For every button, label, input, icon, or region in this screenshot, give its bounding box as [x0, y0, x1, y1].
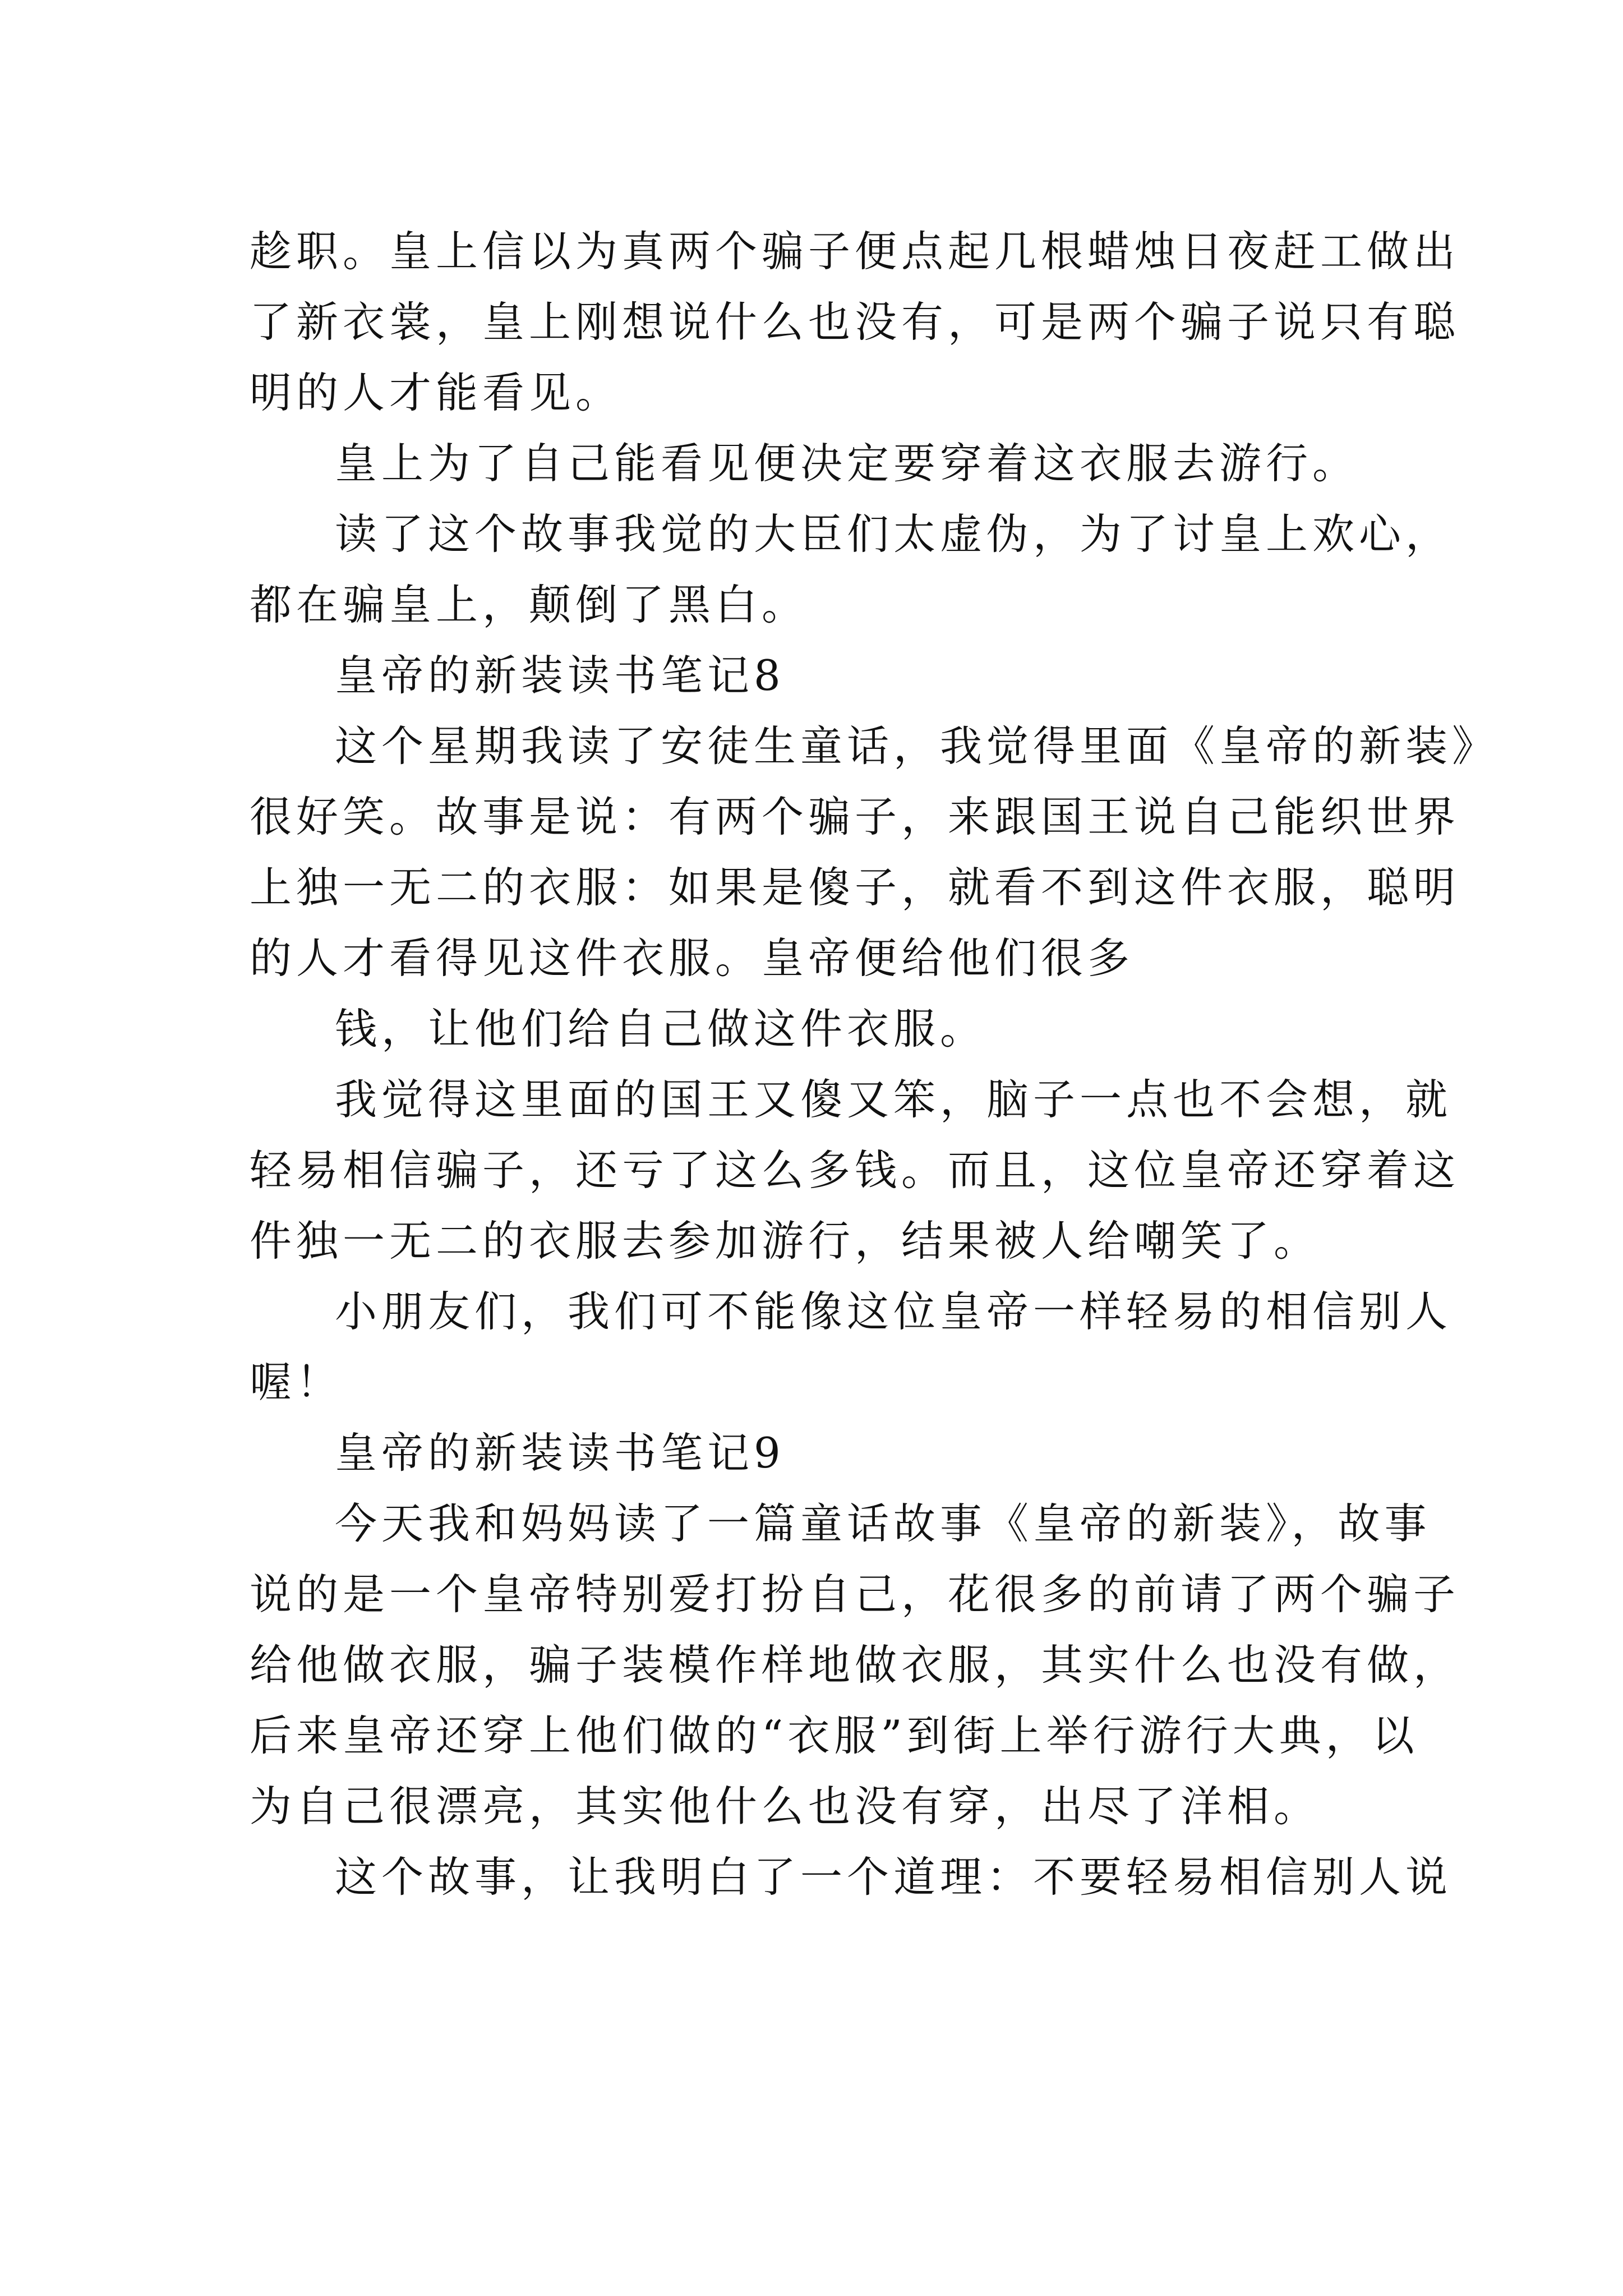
text-line: 都在骗皇上，颠倒了黑白。 [250, 580, 809, 629]
text-line: 件独一无二的衣服去参加游行，结果被人给嘲笑了。 [250, 1216, 1321, 1266]
text-line: 喔！ [250, 1358, 343, 1407]
text-line: 今天我和妈妈读了一篇童话故事《皇帝的新装》，故事 [335, 1499, 1431, 1548]
text-line: 给他做衣服，骗子装模作样地做衣服，其实什么也没有做， [250, 1640, 1460, 1690]
text-line: 的人才看得见这件衣服。皇帝便给他们很多 [250, 933, 1135, 983]
text-line: 了新衣裳，皇上刚想说什么也没有，可是两个骗子说只有聪 [250, 297, 1460, 347]
section-heading: 皇帝的新装读书笔记8 [335, 651, 785, 700]
text-line: 小朋友们，我们可不能像这位皇帝一样轻易的相信别人 [335, 1287, 1453, 1336]
text-line: 这个星期我读了安徒生童话，我觉得里面《皇帝的新装》 [335, 721, 1499, 771]
document-body [250, 216, 1499, 1912]
text-line: 后来皇帝还穿上他们做的“衣服”到街上举行游行大典，以 [250, 1711, 1419, 1760]
text-line: 钱，让他们给自己做这件衣服。 [335, 1004, 987, 1053]
text-line: 上独一无二的衣服：如果是傻子，就看不到这件衣服，聪明 [250, 863, 1460, 912]
text-line: 读了这个故事我觉的大臣们太虚伪，为了讨皇上欢心， [335, 509, 1453, 559]
text-line: 我觉得这里面的国王又傻又笨，脑子一点也不会想，就 [335, 1075, 1453, 1124]
text-line: 明的人才能看见。 [250, 368, 623, 417]
text-line: 说的是一个皇帝特别爱打扮自己，花很多的前请了两个骗子 [250, 1570, 1460, 1619]
text-line: 趁职。皇上信以为真两个骗子便点起几根蜡烛日夜赶工做出 [250, 227, 1460, 276]
text-line: 为自己很漂亮，其实他什么也没有穿，出尽了洋相。 [250, 1782, 1321, 1831]
text-line: 很好笑。故事是说：有两个骗子，来跟国王说自己能织世界 [250, 792, 1460, 841]
section-heading: 皇帝的新装读书笔记9 [335, 1428, 785, 1478]
text-line: 轻易相信骗子，还亏了这么多钱。而且，这位皇帝还穿着这 [250, 1145, 1460, 1195]
text-line: 皇上为了自己能看见便决定要穿着这衣服去游行。 [335, 439, 1359, 488]
text-line: 这个故事，让我明白了一个道理：不要轻易相信别人说 [335, 1852, 1453, 1902]
